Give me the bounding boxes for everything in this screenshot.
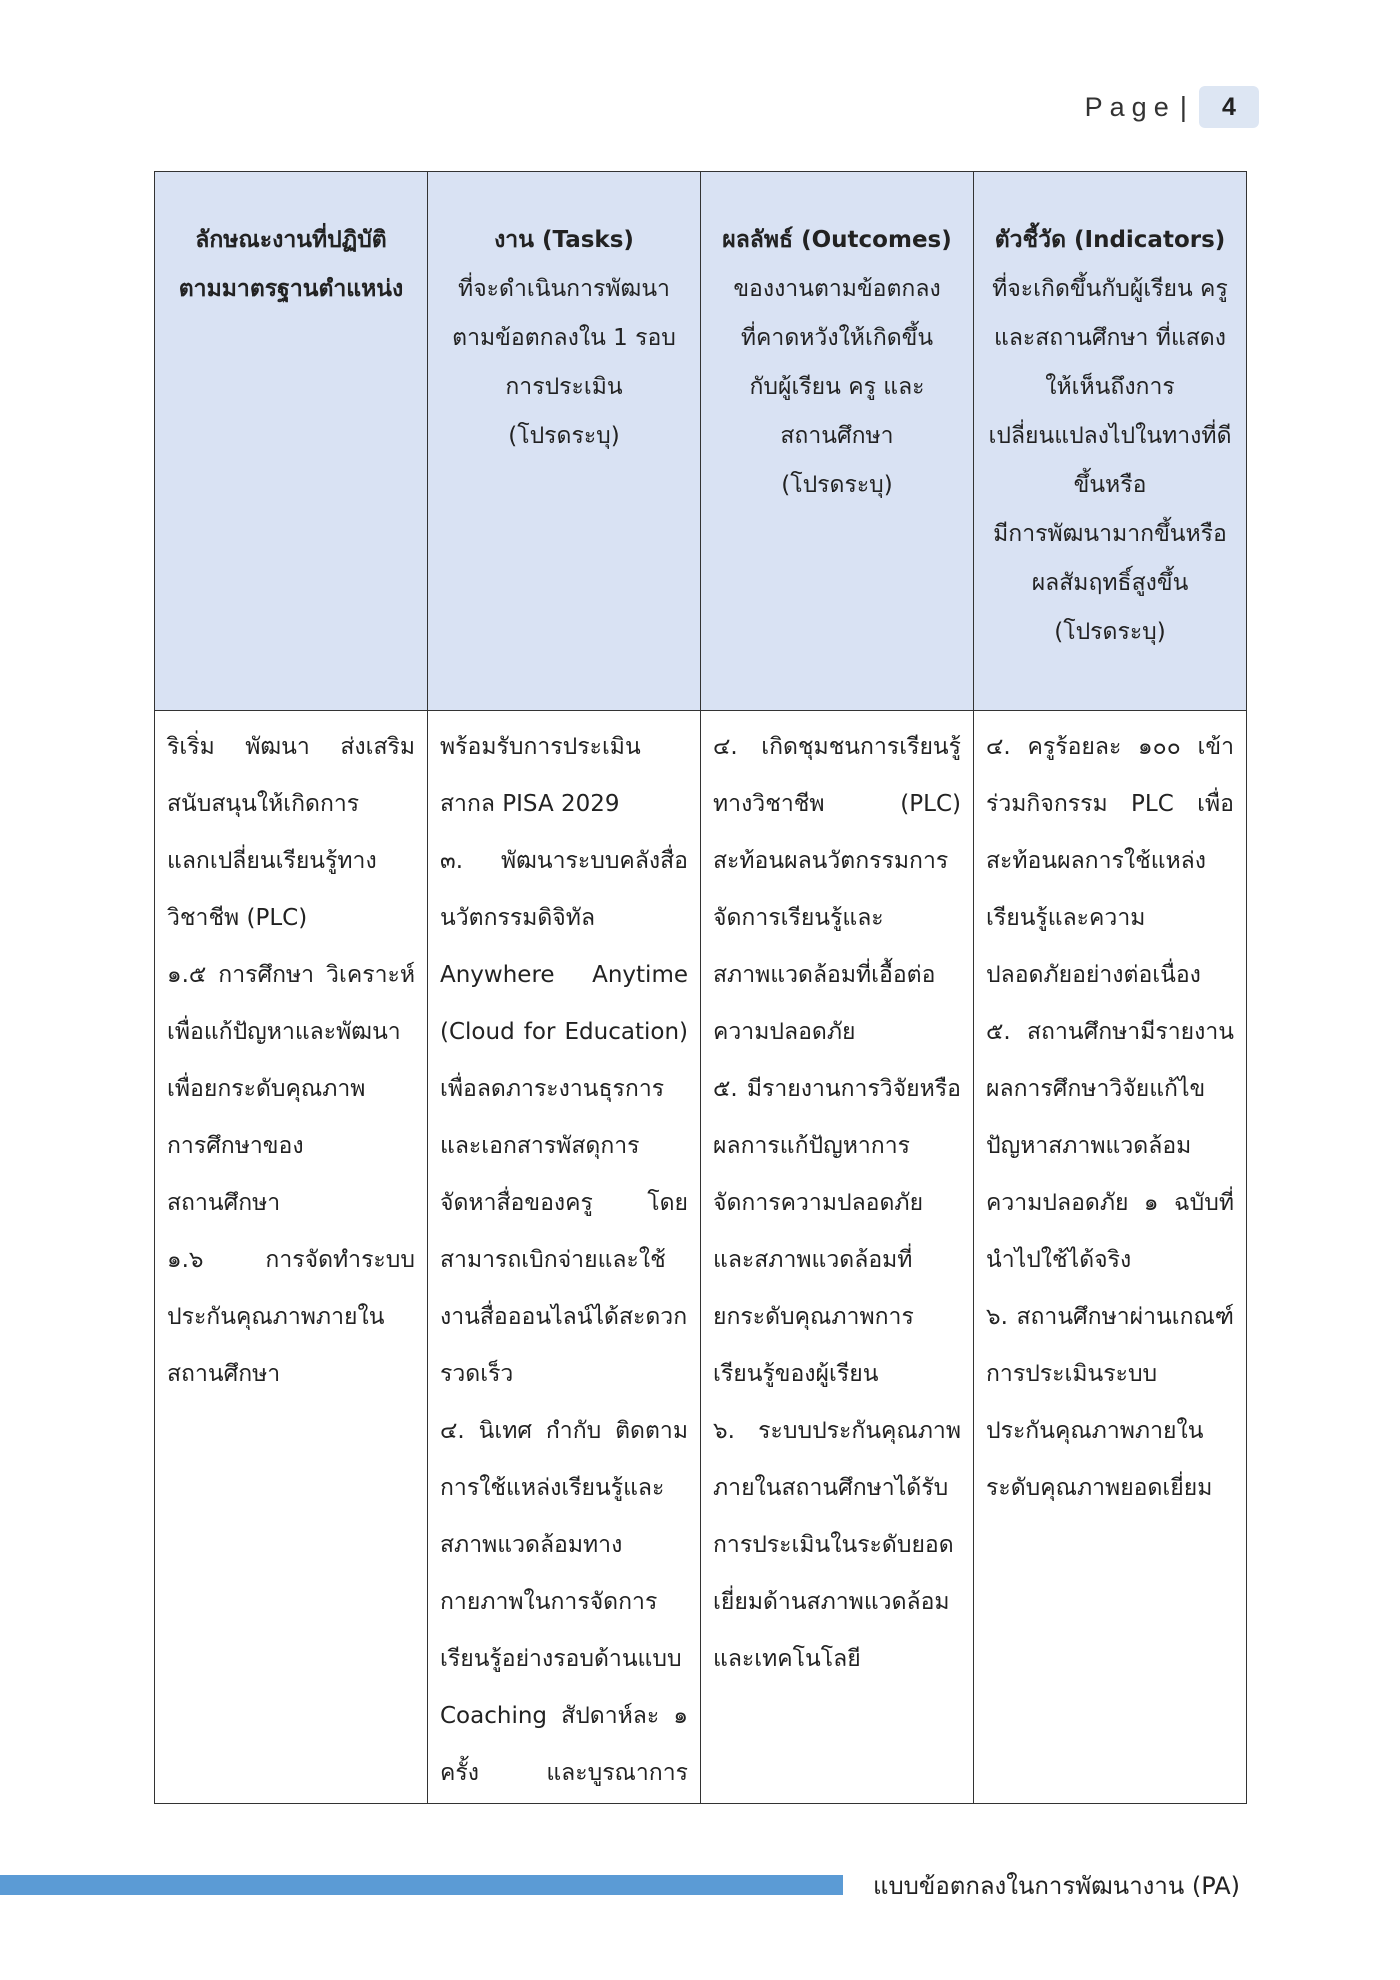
cell-line: ร่วมกิจกรรม PLC เพื่อ <box>986 791 1234 817</box>
header-line: มีการพัฒนามากขึ้นหรือ <box>993 521 1227 547</box>
cell-line: สถานศึกษา <box>167 1361 281 1387</box>
header-line: (โปรดระบุ) <box>508 423 620 449</box>
cell-line: ยกระดับคุณภาพการ <box>713 1304 914 1330</box>
page-header <box>1085 86 1259 128</box>
cell-line: สะท้อนผลนวัตกรรมการ <box>713 848 949 874</box>
cell-tasks <box>428 711 701 1804</box>
header-line: (โปรดระบุ) <box>781 472 893 498</box>
cell-line: สามารถเบิกจ่ายและใช้ <box>440 1247 666 1273</box>
header-outcomes <box>701 172 974 711</box>
header-line: ของงานตามข้อตกลง <box>733 276 941 302</box>
cell-line: (Cloud for Education) <box>440 1019 688 1045</box>
header-line: ตามมาตรฐานตำแหน่ง <box>178 276 404 302</box>
cell-line: และสภาพแวดล้อมที่ <box>713 1247 913 1273</box>
header-line: ตามข้อตกลงใน 1 รอบ <box>452 325 676 351</box>
header-tasks <box>428 172 701 711</box>
header-line: ผลลัพธ์ (Outcomes) <box>722 227 952 253</box>
cell-line: เยี่ยมด้านสภาพแวดล้อม <box>713 1589 950 1615</box>
cell-line: ผลการแก้ปัญหาการ <box>713 1133 910 1159</box>
cell-line: สากล PISA 2029 <box>440 791 620 817</box>
cell-line: วิชาชีพ (PLC) <box>167 905 308 931</box>
cell-line: รวดเร็ว <box>440 1361 514 1387</box>
cell-line: และเทคโนโลยี <box>713 1646 861 1672</box>
table-header-row <box>155 172 1247 711</box>
cell-line: ปลอดภัยอย่างต่อเนื่อง <box>986 962 1201 988</box>
cell-line: สถานศึกษา <box>167 1190 281 1216</box>
cell-line: ๑.๕ การศึกษา วิเคราะห์ <box>167 962 415 988</box>
cell-line: สภาพแวดล้อมที่เอื้อต่อ <box>713 962 936 988</box>
cell-line: ๖. สถานศึกษาผ่านเกณฑ์ <box>986 1304 1234 1330</box>
cell-line: กายภาพในการจัดการ <box>440 1589 658 1615</box>
cell-line: ความปลอดภัย ๑ ฉบับที่ <box>986 1190 1234 1216</box>
pa-table <box>154 171 1247 1804</box>
cell-line: ประกันคุณภาพภายใน <box>167 1304 385 1330</box>
cell-line: ๕. สถานศึกษามีรายงาน <box>986 1019 1234 1045</box>
page-separator: | <box>1179 91 1187 122</box>
header-line: ลักษณะงานที่ปฏิบัติ <box>195 227 387 253</box>
header-line: ขึ้นหรือ <box>1073 472 1147 498</box>
header-line: เปลี่ยนแปลงไปในทางที่ดี <box>988 423 1232 449</box>
cell-line: ครั้ง และบูรณาการ <box>440 1760 688 1786</box>
cell-outcomes <box>701 711 974 1804</box>
cell-line: ๓. พัฒนาระบบคลังสื่อ <box>440 848 688 874</box>
cell-line: งานสื่อออนไลน์ได้สะดวก <box>440 1304 688 1330</box>
cell-line: ๖. ระบบประกันคุณภาพ <box>713 1418 961 1444</box>
header-line: และสถานศึกษา ที่แสดง <box>994 325 1226 351</box>
header-line: งาน (Tasks) <box>494 227 634 253</box>
cell-line: แลกเปลี่ยนเรียนรู้ทาง <box>167 848 377 874</box>
cell-line: เรียนรู้และความ <box>986 905 1146 931</box>
cell-line: ๔. นิเทศ กำกับ ติดตาม <box>440 1418 688 1444</box>
cell-line: ๔. ครูร้อยละ ๑๐๐ เข้า <box>986 734 1234 760</box>
cell-line: การศึกษาของ <box>167 1133 304 1159</box>
cell-line: เรียนรู้ของผู้เรียน <box>713 1361 879 1387</box>
page-number-badge: 4 <box>1199 86 1259 128</box>
cell-indicators <box>974 711 1247 1804</box>
cell-line: ระดับคุณภาพยอดเยี่ยม <box>986 1475 1213 1501</box>
cell-line: เพื่อยกระดับคุณภาพ <box>167 1076 366 1102</box>
header-line: ให้เห็นถึงการ <box>1045 374 1175 400</box>
header-line: ที่จะดำเนินการพัฒนา <box>458 276 670 302</box>
cell-line: การประเมินในระดับยอด <box>713 1532 954 1558</box>
header-line: สถานศึกษา <box>780 423 894 449</box>
table-row <box>155 711 1247 1804</box>
cell-line: พร้อมรับการประเมิน <box>440 734 641 760</box>
cell-line: เพื่อลดภาระงานธุรการ <box>440 1076 665 1102</box>
cell-line: และเอกสารพัสดุการ <box>440 1133 640 1159</box>
cell-line: ภายในสถานศึกษาได้รับ <box>713 1475 949 1501</box>
header-line: ที่คาดหวังให้เกิดขึ้น <box>740 325 934 351</box>
cell-line: การใช้แหล่งเรียนรู้และ <box>440 1475 665 1501</box>
cell-line: ประกันคุณภาพภายใน <box>986 1418 1204 1444</box>
cell-line: เรียนรู้อย่างรอบด้านแบบ <box>440 1646 682 1672</box>
cell-line: สะท้อนผลการใช้แหล่ง <box>986 848 1207 874</box>
footer-title: แบบข้อตกลงในการพัฒนางาน (PA) <box>872 1872 1240 1900</box>
header-line: ผลสัมฤทธิ์สูงขึ้น <box>1031 570 1189 596</box>
cell-line: การประเมินระบบ <box>986 1361 1158 1387</box>
page-label: Page <box>1084 91 1176 122</box>
cell-line: ผลการศึกษาวิจัยแก้ไข <box>986 1076 1206 1102</box>
cell-job-characteristics <box>155 711 428 1804</box>
cell-line: ๔. เกิดชุมชนการเรียนรู้ <box>713 734 961 760</box>
cell-line: Coaching สัปดาห์ละ ๑ <box>440 1703 688 1729</box>
cell-line: สภาพแวดล้อมทาง <box>440 1532 623 1558</box>
header-line: (โปรดระบุ) <box>1054 619 1166 645</box>
header-line: ที่จะเกิดขึ้นกับผู้เรียน ครู <box>992 276 1228 302</box>
cell-line: สนับสนุนให้เกิดการ <box>167 791 360 817</box>
header-job-characteristics <box>155 172 428 711</box>
cell-line: ริเริ่ม พัฒนา ส่งเสริม <box>167 734 415 760</box>
cell-line: จัดการความปลอดภัย <box>713 1190 924 1216</box>
cell-line: ๕. มีรายงานการวิจัยหรือ <box>713 1076 961 1102</box>
cell-line: Anywhere Anytime <box>440 962 688 988</box>
cell-line: นวัตกรรมดิจิทัล <box>440 905 596 931</box>
cell-line: ทางวิชาชีพ (PLC) <box>713 791 961 817</box>
cell-line: จัดหาสื่อของครู โดย <box>440 1190 688 1216</box>
header-line: กับผู้เรียน ครู และ <box>749 374 925 400</box>
header-indicators <box>974 172 1247 711</box>
cell-line: จัดการเรียนรู้และ <box>713 905 884 931</box>
header-line: การประเมิน <box>505 374 623 400</box>
footer-bar <box>0 1875 843 1895</box>
cell-line: ๑.๖ การจัดทำระบบ <box>167 1247 415 1273</box>
cell-line: นำไปใช้ได้จริง <box>986 1247 1132 1273</box>
cell-line: ความปลอดภัย <box>713 1019 856 1045</box>
cell-line: ปัญหาสภาพแวดล้อม <box>986 1133 1192 1159</box>
cell-line: เพื่อแก้ปัญหาและพัฒนา <box>167 1019 401 1045</box>
header-line: ตัวชี้วัด (Indicators) <box>994 227 1226 253</box>
